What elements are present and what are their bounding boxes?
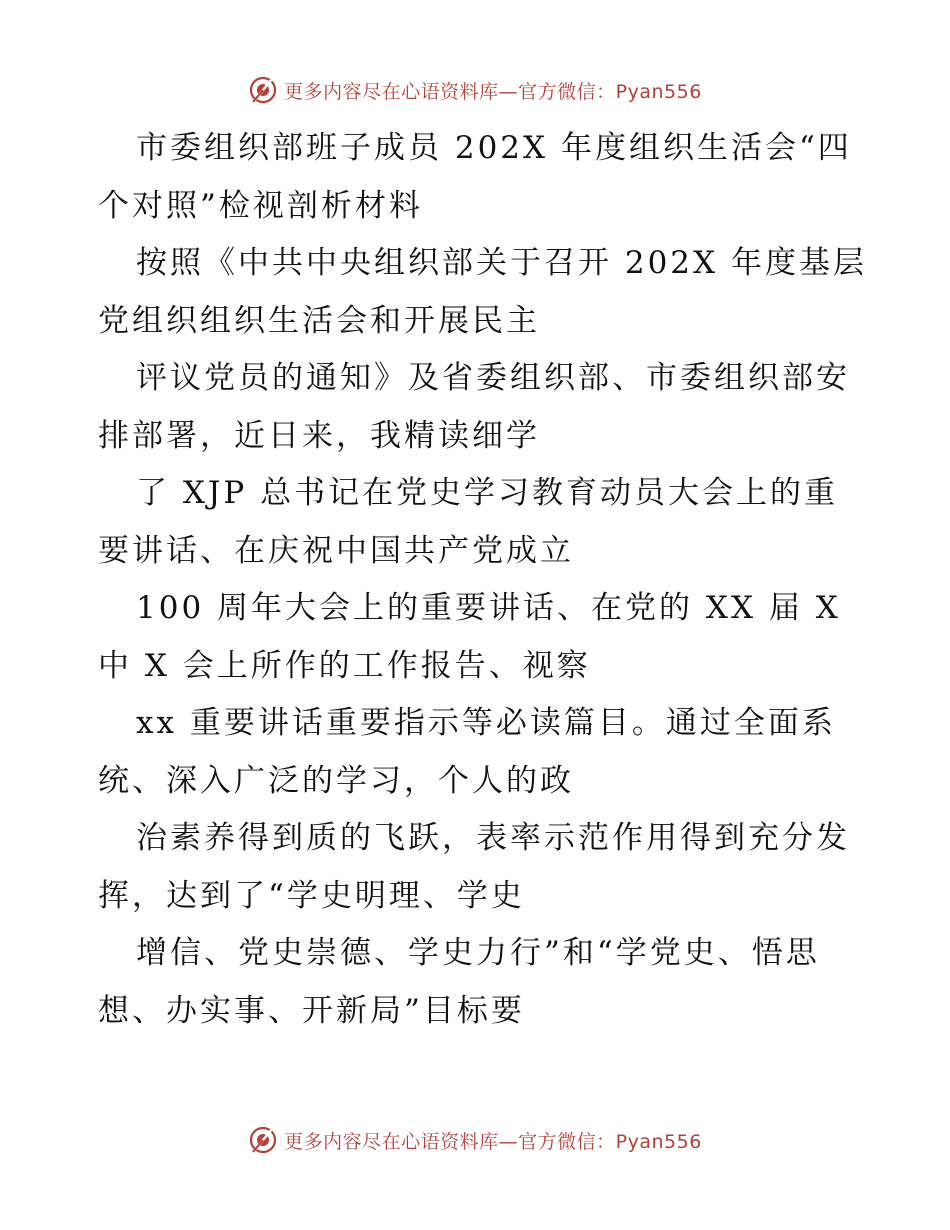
pen-logo-icon: [248, 75, 278, 105]
text-line: 100 周年大会上的重要讲话、在党的 XX 届 X: [136, 590, 841, 626]
paragraph: [98, 580, 858, 695]
watermark-text: 更多内容尽在心语资料库—官方微信：Pyan556: [284, 80, 702, 103]
text-line: 想、办实事、开新局”目标要: [98, 992, 525, 1029]
footer-watermark: [0, 1122, 950, 1158]
text-line: 挥，达到了“学史明理、学史: [98, 877, 525, 914]
text-line: 统、深入广泛的学习，个人的政: [98, 762, 574, 799]
text-line: xx 重要讲话重要指示等必读篇目。通过全面系: [136, 705, 836, 741]
text-line: 要讲话、在庆祝中国共产党成立: [98, 532, 574, 569]
text-line: 增信、党史崇德、学史力行”和“学党史、悟思: [136, 935, 820, 971]
document-body: [98, 120, 867, 1040]
paragraph: [98, 810, 858, 925]
text-line: 党组织组织生活会和开展民主: [98, 302, 540, 339]
watermark-text: 更多内容尽在心语资料库—官方微信：Pyan556: [284, 1130, 702, 1153]
text-line: 市委组织部班子成员 202X 年度组织生活会“四: [136, 130, 852, 166]
paragraph: [98, 925, 858, 1040]
paragraph: [98, 465, 858, 580]
text-line: 了 XJP 总书记在党史学习教育动员大会上的重: [136, 475, 839, 511]
paragraph: [98, 695, 858, 810]
header-watermark: [0, 72, 950, 108]
text-line: 治素养得到质的飞跃，表率示范作用得到充分发: [136, 820, 850, 856]
pen-logo-icon: [248, 1125, 278, 1155]
paragraph: [98, 350, 858, 465]
text-line: 排部署，近日来，我精读细学: [98, 417, 540, 454]
text-line: 中 X 会上所作的工作报告、视察: [98, 647, 591, 684]
text-line: 个对照”检视剖析材料: [98, 187, 423, 224]
text-line: 按照《中共中央组织部关于召开 202X 年度基层: [136, 245, 867, 281]
text-line: 评议党员的通知》及省委组织部、市委组织部安: [136, 360, 850, 396]
paragraph: [98, 120, 858, 235]
paragraph: [98, 235, 867, 350]
